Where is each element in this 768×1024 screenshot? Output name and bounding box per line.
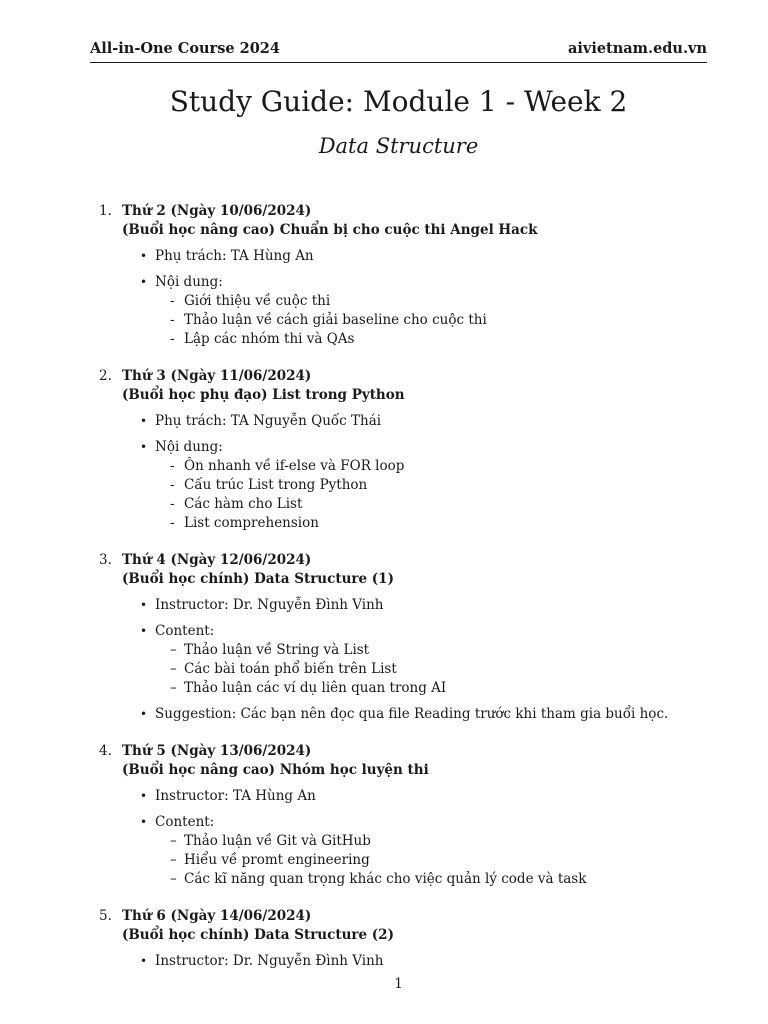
session-heading (122, 551, 394, 589)
session-heading (122, 907, 394, 945)
session-number: 1. (99, 203, 112, 219)
sub-item (170, 476, 749, 495)
session-heading-line1: Thứ 2 (Ngày 10/06/2024) (122, 203, 312, 219)
session-heading-line2: (Buổi học nâng cao) Nhóm học luyện thi (122, 762, 429, 778)
bullet-icon: • (140, 598, 148, 612)
sub-item-text: Cấu trúc List trong Python (184, 477, 368, 493)
session-heading-line1: Thứ 3 (Ngày 11/06/2024) (122, 368, 312, 384)
sub-item-text: Thảo luận về cách giải baseline cho cuộc thi (184, 312, 487, 328)
session-heading (122, 367, 405, 405)
session-heading-line1: Thứ 4 (Ngày 12/06/2024) (122, 552, 312, 568)
bullet-text: Nội dung: (155, 274, 223, 290)
sub-item-text: Các kĩ năng quan trọng khác cho việc quản lý code và task (184, 871, 587, 887)
sub-item-text: Thảo luận về Git và GitHub (184, 833, 371, 849)
sub-item-text: Ôn nhanh về if-else và FOR loop (184, 458, 405, 474)
bullet-item (140, 622, 749, 641)
sub-item (170, 457, 749, 476)
bullet-icon: • (140, 954, 148, 968)
page-subtitle: Data Structure (318, 134, 479, 158)
dash-icon: – (170, 871, 177, 887)
bullet-item (140, 705, 749, 724)
session-heading-line2: (Buổi học chính) Data Structure (1) (122, 571, 394, 587)
dash-icon: - (170, 477, 175, 493)
header-website: aivietnam.edu.vn (567, 40, 707, 57)
dash-icon: – (170, 833, 177, 849)
sub-item-text: Giới thiệu về cuộc thi (184, 293, 331, 309)
bullet-icon: • (140, 815, 148, 829)
session-number: 4. (99, 743, 112, 759)
session-number: 5. (99, 908, 112, 924)
dash-icon: – (170, 852, 177, 868)
session-item (99, 907, 749, 971)
page-number: 1 (394, 976, 403, 992)
dash-icon: - (170, 496, 175, 512)
sub-item (170, 514, 749, 533)
dash-icon: - (170, 458, 175, 474)
sub-item (170, 851, 749, 870)
session-item (99, 202, 749, 349)
bullet-item (140, 412, 749, 431)
sub-item (170, 870, 749, 889)
sub-item (170, 832, 749, 851)
session-heading-row (99, 367, 749, 405)
sub-item (170, 641, 749, 660)
session-item (99, 742, 749, 889)
dash-icon: – (170, 680, 177, 696)
dash-icon: - (170, 331, 175, 347)
session-heading-line1: Thứ 5 (Ngày 13/06/2024) (122, 743, 312, 759)
dash-icon: – (170, 642, 177, 658)
bullet-item (140, 438, 749, 457)
session-heading-line2: (Buổi học nâng cao) Chuẩn bị cho cuộc thi Angel Hack (122, 222, 538, 238)
bullet-icon: • (140, 624, 148, 638)
dash-icon: - (170, 293, 175, 309)
session-heading-row (99, 551, 749, 589)
sub-item (170, 495, 749, 514)
session-heading-row (99, 907, 749, 945)
session-item (99, 367, 749, 533)
bullet-text: Phụ trách: TA Hùng An (155, 248, 314, 264)
bullet-icon: • (140, 440, 148, 454)
session-number: 2. (99, 368, 112, 384)
session-item (99, 551, 749, 724)
bullet-text: Content: (155, 814, 215, 830)
session-heading-row (99, 202, 749, 240)
bullet-text: Nội dung: (155, 439, 223, 455)
bullet-item (140, 596, 749, 615)
bullet-item (140, 952, 749, 971)
session-heading-line2: (Buổi học chính) Data Structure (2) (122, 927, 394, 943)
bullet-icon: • (140, 789, 148, 803)
bullet-item (140, 813, 749, 832)
sub-item-text: Thảo luận về String và List (184, 642, 370, 658)
page-header (90, 41, 707, 63)
session-number: 3. (99, 552, 112, 568)
session-list (99, 202, 749, 971)
bullet-icon: • (140, 707, 148, 721)
bullet-item (140, 273, 749, 292)
sub-item (170, 292, 749, 311)
dash-icon: - (170, 312, 175, 328)
sub-item-text: Các hàm cho List (184, 496, 303, 512)
sub-item-text: Hiểu về promt engineering (184, 852, 370, 868)
bullet-icon: • (140, 414, 148, 428)
header-course-name: All-in-One Course 2024 (90, 40, 280, 57)
sub-item-text: Lập các nhóm thi và QAs (184, 331, 355, 347)
session-heading (122, 202, 537, 240)
session-heading-row (99, 742, 749, 780)
dash-icon: - (170, 515, 175, 531)
dash-icon: – (170, 661, 177, 677)
bullet-text: Instructor: TA Hùng An (155, 788, 316, 804)
sub-item (170, 660, 749, 679)
bullet-item (140, 787, 749, 806)
bullet-icon: • (140, 249, 148, 263)
bullet-text: Content: (155, 623, 215, 639)
bullet-text: Suggestion: Các bạn nên đọc qua file Reading trước khi tham gia buổi học. (155, 706, 669, 722)
session-heading-line2: (Buổi học phụ đạo) List trong Python (122, 387, 405, 403)
session-heading-line1: Thứ 6 (Ngày 14/06/2024) (122, 908, 312, 924)
page-title: Study Guide: Module 1 - Week 2 (169, 85, 628, 118)
bullet-text: Phụ trách: TA Nguyễn Quốc Thái (155, 413, 382, 429)
sub-item-text: List comprehension (184, 515, 319, 531)
sub-item-text: Thảo luận các ví dụ liên quan trong AI (184, 680, 447, 696)
sub-item-text: Các bài toán phổ biến trên List (184, 661, 397, 677)
bullet-text: Instructor: Dr. Nguyễn Đình Vinh (155, 953, 384, 969)
bullet-text: Instructor: Dr. Nguyễn Đình Vinh (155, 597, 384, 613)
bullet-item (140, 247, 749, 266)
sub-item (170, 311, 749, 330)
sub-item (170, 679, 749, 698)
bullet-icon: • (140, 275, 148, 289)
session-heading (122, 742, 429, 780)
sub-item (170, 330, 749, 349)
